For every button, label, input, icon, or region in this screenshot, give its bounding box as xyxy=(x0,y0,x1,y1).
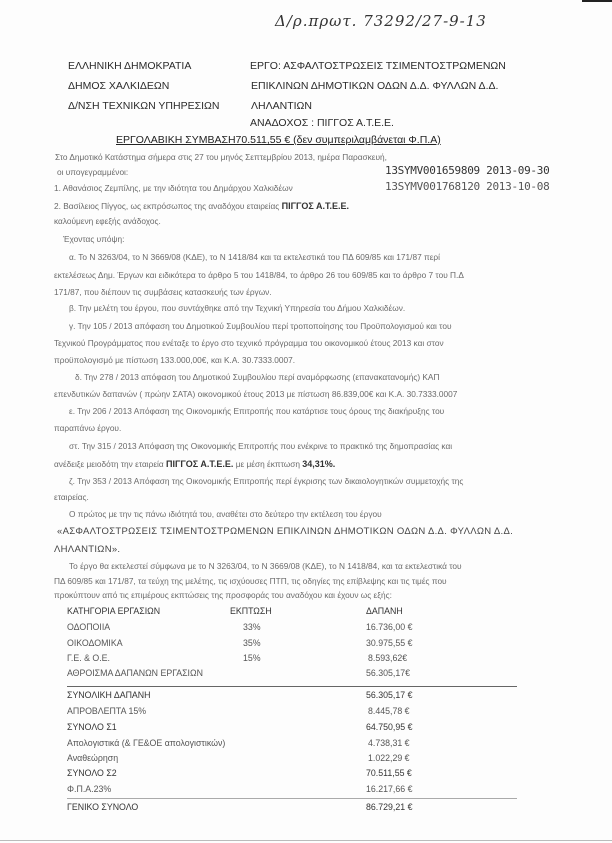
party-2-text: 2. Βασίλειος Πίγγος, ως εκπρόσωπος της αναδόχου εταιρείας xyxy=(54,201,282,211)
scan-bottom-edge xyxy=(0,840,612,841)
consideration-st-1: στ. Την 315 / 2013 Απόφαση της Οικονομικής Επιτροπής που ενέκρινε το πρακτικό της δημοπρασίας και xyxy=(69,441,453,451)
intro-line-2: οι υπογεγραμμένοι: xyxy=(57,167,129,177)
header-project-line3: ΛΗΛΑΝΤΙΩΝ xyxy=(251,100,312,112)
consideration-st-2-mid: με μέση έκπτωση xyxy=(233,459,303,469)
project-name-line-2: ΛΗΛΑΝΤΙΩΝ». xyxy=(54,544,121,555)
total-value: 16.217,66 € xyxy=(366,784,413,794)
total-label: ΣΥΝΟΛΟ Σ2 xyxy=(67,768,117,778)
consideration-st-2-text: ανέδειξε μειοδότη την εταιρεία xyxy=(54,459,166,469)
total-label: ΣΥΝΟΛΙΚΗ ΔΑΠΑΝΗ xyxy=(67,690,151,700)
handwritten-protocol-note: Δ/ρ.πρωτ. 73292/27-9-13 xyxy=(275,12,487,30)
total-label: Αναθεώρηση xyxy=(67,753,119,763)
table-row-cost: 16.736,00 € xyxy=(366,622,413,632)
total-value: 4.738,31 € xyxy=(368,738,410,748)
consideration-e-2: παραπάνω έργου. xyxy=(54,423,122,433)
total-label: Φ.Π.Α.23% xyxy=(67,784,112,794)
total-value: 56.305,17 € xyxy=(366,690,413,700)
execution-line-2: ΠΔ 609/85 και 171/87, τα τεύχη της μελέτης, τις ισχύουσες ΠΤΠ, τις οδηγίες της επίβλεψης και τις τιμές που xyxy=(54,576,447,586)
scan-edge-mark xyxy=(582,0,612,2)
table-header-cost: ΔΑΠΑΝΗ xyxy=(366,606,403,616)
average-discount: 34,31%. xyxy=(302,459,336,469)
intro-line-3: καλούμενη εφεξής ανάδοχος. xyxy=(54,216,161,226)
consideration-a-1: α. Το Ν 3263/04, το Ν 3669/08 (ΚΔΕ), το Ν 1418/84 και τα εκτελεστικά του ΠΔ 609/85 και 171/87 περί xyxy=(69,252,440,262)
contract-title: ΕΡΓΟΛΑΒΙΚΗ ΣΥΜΒΑΣΗ70.511,55 € (δεν συμπεριλαμβάνεται Φ.Π.Α) xyxy=(116,134,441,146)
table-row-cost: 56.305,17€ xyxy=(366,668,411,678)
execution-line-1: Το έργο θα εκτελεστεί σύμφωνα με το Ν 3263/04, το Ν 3669/08 (ΚΔΕ), το Ν 1418/84, και τα εκτελεστικά του xyxy=(69,561,462,571)
consideration-c-2: Τεχνικού Προγράμματος που ενέταξε το έργο στο τεχνικό πρόγραμμα του οικονομικού έτους 2013 και στον xyxy=(54,338,444,348)
table-row-category: ΟΔΟΠΟΙΙΑ xyxy=(67,622,111,632)
winning-bidder: ΠΙΓΓΟΣ Α.Τ.Ε.Ε. xyxy=(165,459,234,469)
total-value: 64.750,95 € xyxy=(366,722,413,732)
party-2-company: ΠΙΓΓΟΣ Α.Τ.Ε.Ε. xyxy=(281,201,349,211)
table-row-category: ΑΘΡΟΙΣΜΑ ΔΑΠΑΝΩΝ ΕΡΓΑΣΙΩΝ xyxy=(67,668,203,678)
consideration-c-3: προϋπολογισμό με πίστωση 133.000,00€, και Κ.Α. 30.7333.0007. xyxy=(54,355,296,365)
header-contractor: ΑΝΑΔΟΧΟΣ : ΠΙΓΓΟΣ Α.Τ.Ε.Ε. xyxy=(250,117,394,129)
header-project-line1: ΕΡΓΟ: ΑΣΦΑΛΤΟΣΤΡΩΣΕΙΣ ΤΣΙΜΕΝΤΟΣΤΡΩΜΕΝΩΝ xyxy=(250,60,506,72)
total-label: ΣΥΝΟΛΟ Σ1 xyxy=(67,722,117,732)
registry-stamp: 13SYMV001659809 2013-09-30 xyxy=(385,164,550,177)
consideration-a-3: 171/87, που διέπουν τις συμβάσεις κατασκευής των έργων. xyxy=(54,287,272,297)
table-divider xyxy=(67,686,517,687)
table-row-discount: 35% xyxy=(243,638,261,648)
total-label: Απολογιστικά (& ΓΕ&ΟΕ απολογιστικών) xyxy=(67,738,226,748)
total-value: 1.022,29 € xyxy=(368,753,410,763)
table-row-cost: 8.593,62€ xyxy=(368,653,408,663)
table-row-cost: 30.975,55 € xyxy=(366,638,413,648)
consideration-d-1: δ. Την 278 / 2013 απόφαση του Δημοτικού Συμβουλίου περί αναμόρφωσης (επανακατανομής) ΚΑΠ xyxy=(75,372,440,382)
totals-divider xyxy=(67,798,517,799)
intro-line-1: Στο Δημοτικό Κατάστημα σήμερα στις 27 του μηνός Σεπτεμβρίου 2013, ημέρα Παρασκευή, xyxy=(55,152,387,162)
consideration-z-2: εταιρείας. xyxy=(54,492,89,502)
table-row-discount: 33% xyxy=(243,622,261,632)
total-label: ΑΠΡΟΒΛΕΠΤΑ 15% xyxy=(67,706,147,716)
table-row-discount: 15% xyxy=(243,653,261,663)
registry-stamp-overprint: 13SYMV001768120 2013-10-08 xyxy=(385,180,550,193)
consideration-z-1: ζ. Την 353 / 2013 Απόφαση της Οικονομικής Επιτροπής περί έγκρισης των δικαιολογητικών συμμετοχής της xyxy=(69,476,464,486)
consideration-b: β. Την μελέτη του έργου, που συντάχθηκε από την Τεχνική Υπηρεσία του Δήμου Χαλκιδέων. xyxy=(69,303,406,313)
total-value: 70.511,55 € xyxy=(366,768,412,778)
execution-line-3: προκύπτουν από τις επιμέρους εκπτώσεις της προσφοράς του αναδόχου και έχουν ως εξής: xyxy=(54,590,392,600)
consideration-st-2 xyxy=(54,459,335,470)
header-project-line2: ΕΠΙΚΛΙΝΩΝ ΔΗΜΟΤΙΚΩΝ ΟΔΩΝ Δ.Δ. ΦΥΛΛΩΝ Δ.Δ. xyxy=(251,80,499,92)
party-2 xyxy=(54,201,349,212)
consideration-a-2: εκτελέσεως Δημ. Έργων και ειδικότερα το άρθρο 5 του 1418/84, το άρθρο 26 του 609/85 και το άρθρο 7 του Π.Δ xyxy=(54,270,464,280)
table-header-category: ΚΑΤΗΓΟΡΙΑ ΕΡΓΑΣΙΩΝ xyxy=(67,606,161,616)
project-name-line-1: «ΑΣΦΑΛΤΟΣΤΡΩΣΕΙΣ ΤΣΙΜΕΝΤΟΣΤΡΩΜΕΝΩΝ ΕΠΙΚΛΙΝΩΝ ΔΗΜΟΤΙΚΩΝ ΟΔΩΝ Δ.Δ. ΦΥΛΛΩΝ Δ.Δ. xyxy=(57,526,514,537)
table-row-category: Γ.Ε. & Ο.Ε. xyxy=(67,653,110,663)
assignment-line: Ο πρώτος με την τις πάνω ιδιότητά του, αναθέτει στο δεύτερο την εκτέλεση του έργου xyxy=(69,509,382,519)
intro-line-4: Έχοντας υπόψη: xyxy=(63,234,125,244)
grand-total-label: ΓΕΝΙΚΟ ΣΥΝΟΛΟ xyxy=(67,802,139,812)
header-republic: ΕΛΛΗΝΙΚΗ ΔΗΜΟΚΡΑΤΙΑ xyxy=(68,60,192,72)
consideration-e-1: ε. Την 206 / 2013 Απόφαση της Οικονομικής Επιτροπής που κατάρτισε τους όρους της διακήρυξης του xyxy=(69,406,445,416)
header-municipality: ΔΗΜΟΣ ΧΑΛΚΙΔΕΩΝ xyxy=(68,80,170,92)
table-row-category: ΟΙΚΟΔΟΜΙΚΑ xyxy=(67,638,123,648)
table-header-discount: ΕΚΠΤΩΣΗ xyxy=(230,606,272,616)
header-department: Δ/ΝΣΗ ΤΕΧΝΙΚΩΝ ΥΠΗΡΕΣΙΩΝ xyxy=(68,100,220,112)
party-1: 1. Αθανάσιος Ζεμπίλης, με την ιδιότητα του Δημάρχου Χαλκιδέων xyxy=(54,183,293,193)
consideration-d-2: επενδυτικών δαπανών ( πρώην ΣΑΤΑ) οικονομικού έτους 2013 με πίστωση 86.839,00€ και Κ.Α. 30.7333.0007 xyxy=(54,389,458,399)
consideration-c-1: γ. Την 105 / 2013 απόφαση του Δημοτικού Συμβουλίου περί τροποποίησης του Προϋπολογισμού και του xyxy=(69,321,452,331)
total-value: 8.445,78 € xyxy=(368,706,410,716)
grand-total-value: 86.729,21 € xyxy=(366,802,413,812)
